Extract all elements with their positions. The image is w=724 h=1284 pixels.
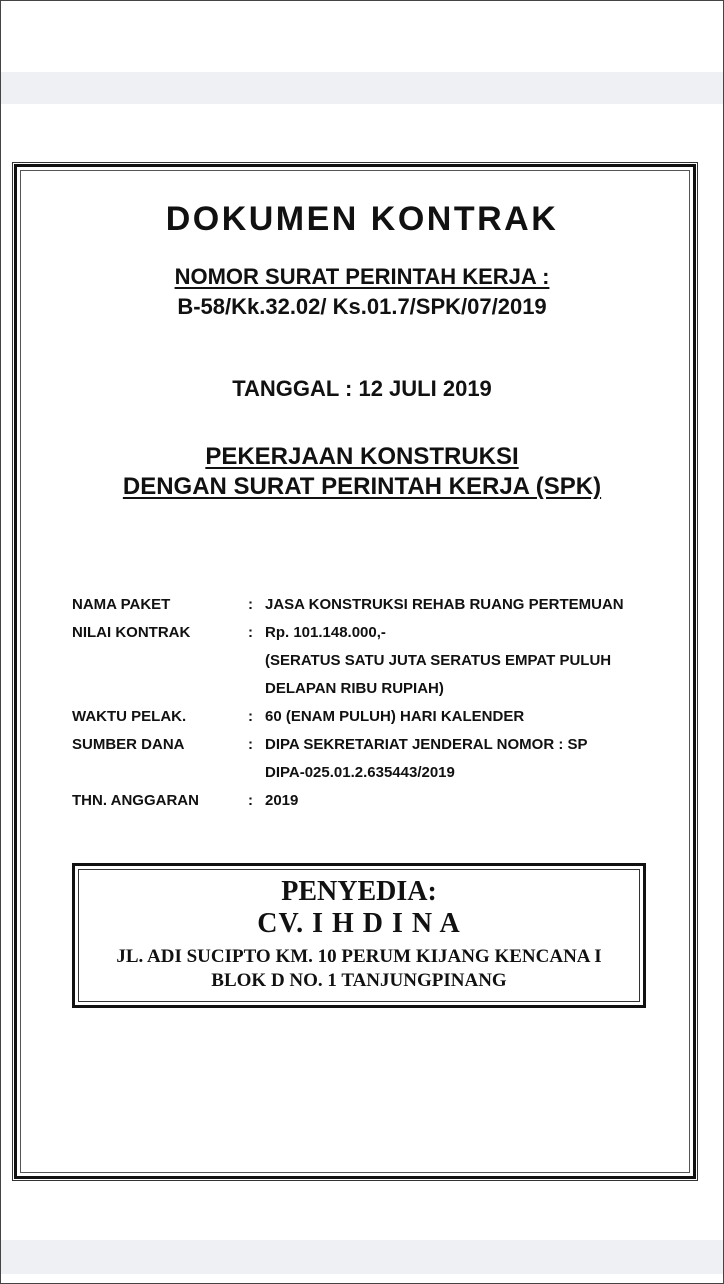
tanggal: TANGGAL : 12 JULI 2019 (232, 376, 492, 401)
waktu-value: 60 (ENAM PULUH) HARI KALENDER (265, 708, 525, 725)
nomor-value: B-58/Kk.32.02/ Ks.01.7/SPK/07/2019 (177, 294, 547, 319)
nomor-label (0, 264, 724, 290)
pekerjaan-heading-1-text: PEKERJAAN KONSTRUKSI (205, 443, 519, 470)
pekerjaan-heading-2 (0, 473, 724, 501)
nilai-kontrak-terbilang-2: DELAPAN RIBU RUPIAH) (265, 680, 444, 697)
detail-row-nama-paket (72, 593, 672, 617)
detail-row-nilai-kontrak (72, 621, 672, 645)
detail-row-terbilang-2 (72, 677, 672, 701)
tahun-colon: : (248, 792, 253, 809)
detail-row-waktu (72, 705, 672, 729)
nama-paket-label: NAMA PAKET (72, 596, 171, 613)
bottom-gray-band (1, 1240, 723, 1274)
nilai-kontrak-terbilang-1: (SERATUS SATU JUTA SERATUS EMPAT PULUH (265, 652, 612, 669)
pekerjaan-heading-2-text: DENGAN SURAT PERINTAH KERJA (SPK) (122, 473, 602, 500)
tahun-value: 2019 (265, 792, 299, 809)
sumber-dana-value-1: DIPA SEKRETARIAT JENDERAL NOMOR : SP (265, 736, 588, 753)
pekerjaan-heading-1 (0, 443, 724, 471)
document-title: DOKUMEN KONTRAK (165, 200, 559, 238)
detail-row-sumber-dana (72, 733, 672, 757)
nama-paket-value: JASA KONSTRUKSI REHAB RUANG PERTEMUAN (265, 596, 624, 613)
nilai-kontrak-colon: : (248, 624, 253, 641)
nomor-label-text: NOMOR SURAT PERINTAH KERJA : (174, 264, 550, 289)
waktu-colon: : (248, 708, 253, 725)
provider-address-1: JL. ADI SUCIPTO KM. 10 PERUM KIJANG KENCANA I (116, 946, 602, 967)
detail-row-terbilang-1 (72, 649, 672, 673)
sumber-dana-label: SUMBER DANA (72, 736, 185, 753)
nilai-kontrak-value: Rp. 101.148.000,- (265, 624, 386, 641)
provider-address-2: BLOK D NO. 1 TANJUNGPINANG (211, 970, 507, 991)
sumber-dana-value-2: DIPA-025.01.2.635443/2019 (265, 764, 455, 781)
top-gray-band (1, 72, 723, 104)
waktu-label: WAKTU PELAK. (72, 708, 187, 725)
provider-box (72, 863, 646, 1008)
provider-name: CV. I H D I N A (257, 908, 461, 939)
detail-row-sumber-dana-2 (72, 761, 672, 785)
detail-row-tahun (72, 789, 672, 813)
provider-title: PENYEDIA: (281, 876, 437, 907)
sumber-dana-colon: : (248, 736, 253, 753)
nama-paket-colon: : (248, 596, 253, 613)
tahun-label: THN. ANGGARAN (72, 792, 199, 809)
nilai-kontrak-label: NILAI KONTRAK (72, 624, 191, 641)
